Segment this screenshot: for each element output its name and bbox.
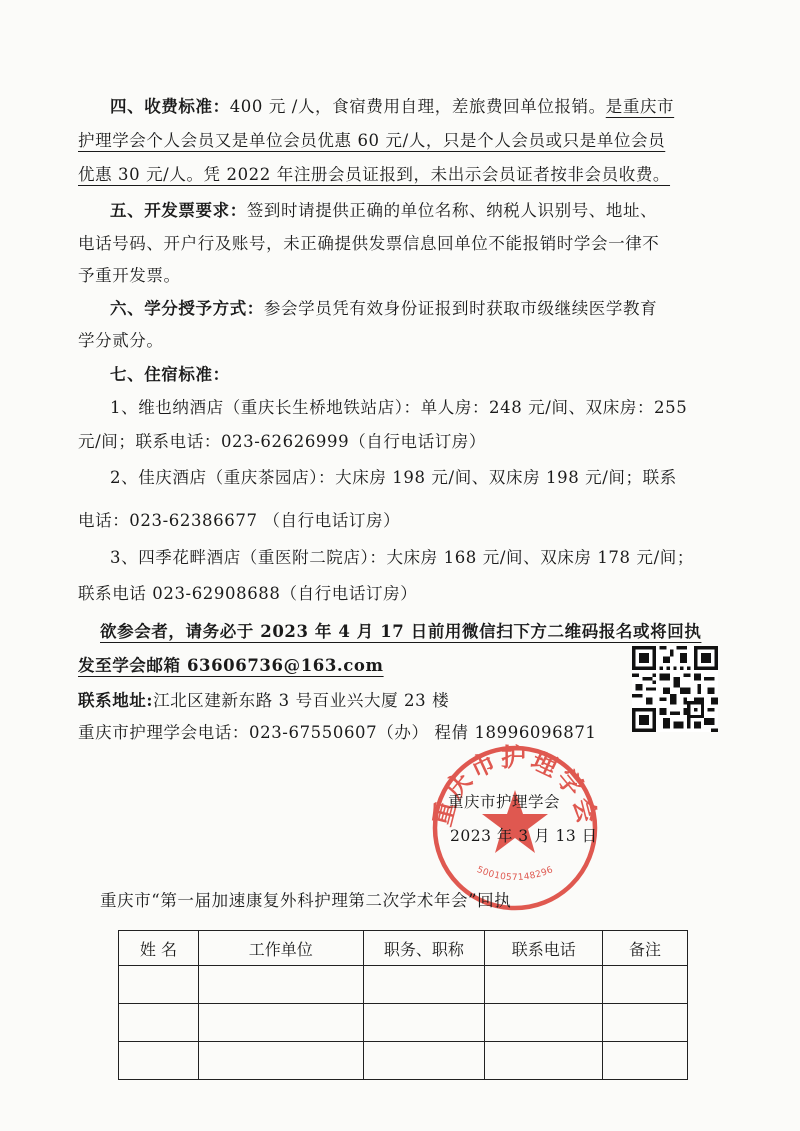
hotel-1-line-1: 1、维也纳酒店（重庆长生桥地铁站店）：单人房：248 元/间、双床房：255: [110, 398, 688, 417]
invoice-line-1: 五、开发票要求：签到时请提供正确的单位名称、纳税人识别号、地址、: [110, 201, 658, 220]
hotel-2-line-2: 电话：023-62386677 （自行电话订房）: [78, 511, 401, 530]
credit-label: 六、学分授予方式：: [110, 299, 264, 318]
cell-work-unit[interactable]: [198, 1042, 363, 1080]
cell-phone[interactable]: [485, 1004, 603, 1042]
cell-position-title[interactable]: [363, 966, 485, 1004]
lodging-label: 七、住宿标准：: [110, 365, 230, 384]
invoice-label: 五、开发票要求：: [110, 201, 247, 220]
cell-phone[interactable]: [485, 966, 603, 1004]
header-name: 姓 名: [119, 931, 199, 966]
address-line: [78, 690, 449, 712]
cell-position-title[interactable]: [363, 1004, 485, 1042]
cell-name[interactable]: [119, 966, 199, 1004]
signature-org: 重庆市护理学会: [448, 793, 561, 811]
receipt-table: [118, 930, 688, 1080]
invoice-line-3: 予重开发票。: [78, 266, 181, 285]
signature-date: 2023 年 3 月 13 日: [450, 827, 598, 845]
hotel-3-line-2: 联系电话 023-62908688（自行电话订房）: [78, 584, 418, 603]
registration-line-1: 欲参会者，请务必于 2023 年 4 月 17 日前用微信扫下方二维码报名或将回执: [100, 622, 702, 641]
cell-work-unit[interactable]: [198, 1004, 363, 1042]
table-row: [119, 1004, 688, 1042]
invoice-line-2: 电话号码、开户行及账号，未正确提供发票信息回单位不能报销时学会一律不: [78, 234, 660, 253]
cell-remarks[interactable]: [603, 1004, 688, 1042]
cell-remarks[interactable]: [603, 1042, 688, 1080]
table-row: [119, 966, 688, 1004]
address-value: 江北区建新东路 3 号百业兴大厦 23 楼: [153, 691, 450, 710]
credit-line-2: 学分贰分。: [78, 331, 164, 350]
receipt-header-row: [119, 931, 688, 966]
seal-number: 5001057148296: [475, 865, 555, 883]
cell-remarks[interactable]: [603, 966, 688, 1004]
fees-line-1: 四、收费标准：400 元 /人，食宿费用自理，差旅费回单位报销。是重庆市: [110, 97, 675, 116]
seal-arc-text: 重庆市护理学会: [427, 743, 603, 830]
table-row: [119, 1042, 688, 1080]
header-phone: 联系电话: [485, 931, 603, 966]
qr-code[interactable]: [632, 646, 718, 732]
fees-line-2: 护理学会个人会员又是单位会员优惠 60 元/人，只是个人会员或只是单位会员: [78, 131, 666, 150]
cell-work-unit[interactable]: [198, 966, 363, 1004]
header-remarks: 备注: [603, 931, 688, 966]
hotel-2-line-1: 2、佳庆酒店（重庆茶园店）：大床房 198 元/间、双床房 198 元/间；联系: [110, 468, 677, 487]
fees-label: 四、收费标准：: [110, 97, 230, 116]
phone-line: 重庆市护理学会电话：023-67550607（办） 程倩 18996096871: [78, 723, 597, 742]
receipt-title: 重庆市“第一届加速康复外科护理第二次学术年会”回执: [100, 891, 512, 910]
hotel-1-line-2: 元/间；联系电话：023-62626999（自行电话订房）: [78, 432, 487, 451]
cell-position-title[interactable]: [363, 1042, 485, 1080]
header-work-unit: 工作单位: [198, 931, 363, 966]
cell-name[interactable]: [119, 1042, 199, 1080]
header-position-title: 职务、职称: [363, 931, 485, 966]
credit-line-1: 六、学分授予方式：参会学员凭有效身份证报到时获取市级继续医学教育: [110, 299, 658, 318]
address-label: 联系地址:: [78, 691, 154, 710]
hotel-3-line-1: 3、四季花畔酒店（重医附二院店）：大床房 168 元/间、双床房 178 元/间；: [110, 548, 694, 567]
cell-name[interactable]: [119, 1004, 199, 1042]
cell-phone[interactable]: [485, 1042, 603, 1080]
fees-line-3: 优惠 30 元/人。凭 2022 年注册会员证报到，未出示会员证者按非会员收费。: [78, 165, 671, 184]
registration-line-2: 发至学会邮箱 63606736@163.com: [78, 656, 384, 675]
